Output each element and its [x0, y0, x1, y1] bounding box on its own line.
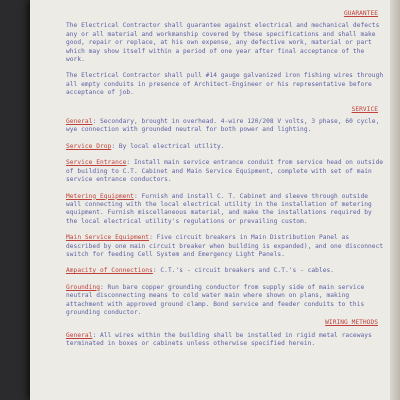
service-item-lead: Ampacity of Connections — [66, 267, 153, 275]
document-page — [30, 0, 400, 400]
guarantee-paragraph-1: The Electrical Contractor shall guarantee against electrical and mechanical defects any or all material and workmanship covered by these specifications and shall make good, repair or replace, at his own expense, any defective work, material or part which may show itself within a period of one year after final acceptance of the work. — [66, 22, 380, 64]
wiring-item-text: : All wires within the building shall be installed in rigid metal raceways terminated in boxes or cabinets unless otherwise specified herein. — [66, 331, 372, 348]
service-item-lead: General — [66, 118, 93, 126]
page-binding-edge — [390, 0, 400, 400]
service-item-service-entrance — [66, 159, 386, 184]
guarantee-heading: GUARANTEE — [344, 10, 378, 17]
service-item-general — [66, 118, 386, 135]
service-heading: SERVICE — [351, 105, 378, 113]
service-item-text: : Five circuit breakers in Main Distribution Panel as described by one main circuit breaker when building is expanded), and one disconnect switch for feeding Cell System and Emergency Light Panels. — [66, 234, 384, 258]
document-body — [66, 10, 386, 357]
service-item-lead: Grounding — [66, 283, 100, 291]
service-item-ampacity — [66, 267, 386, 275]
wiring-item-lead: General — [66, 331, 93, 339]
service-item-text: : Furnish and install C. T. Cabinet and sleeve through outside wall connecting with the local electrical utility in the installation of metering equipment. Furnish miscellaneous material, and make the installations required by the local electrical utility's regulations or prevailing custom. — [66, 192, 372, 225]
service-item-lead: Service Entrance — [66, 159, 127, 167]
service-item-metering-equipment — [66, 193, 386, 227]
service-item-lead: Main Service Equipment — [66, 234, 150, 242]
service-item-text: : Run bare copper grounding conductor from supply side of main service neutral disconnecting means to cold water main where shown on plans, making attachment with approved ground clamp. Bond service and feeder conduits to this grounding conductor. — [66, 283, 365, 316]
guarantee-paragraph-2: The Electrical Contractor shall pull #14 gauge galvanized iron fishing wires through all empty conduits in presence of Architect-Engineer or his representative before acceptance of job. — [66, 72, 384, 97]
service-item-lead: Metering Equipment — [66, 192, 134, 200]
service-item-text: : Secondary, brought in overhead. 4-wire 120/208 V volts, 3 phase, 60 cycle, wye connection with grounded neutral for both power and lighting. — [66, 118, 380, 134]
wiring-item-general — [66, 332, 386, 349]
wiring-methods-heading: WIRING METHODS — [325, 319, 378, 327]
service-item-text: : Install main service entrance conduit from service head on outside of building to C.T. Cabinet and Main Service Equipment, complete with set of main service entrance conductors. — [66, 159, 384, 184]
service-item-grounding — [66, 284, 386, 318]
service-item-text: : C.T.'s - circuit breakers and C.T.'s - cables. — [152, 267, 335, 275]
service-item-service-drop — [66, 143, 386, 151]
service-item-main-service-equipment — [66, 234, 386, 259]
service-item-lead: Service Drop — [66, 142, 112, 150]
service-item-text: : By local electrical utility. — [111, 142, 225, 150]
